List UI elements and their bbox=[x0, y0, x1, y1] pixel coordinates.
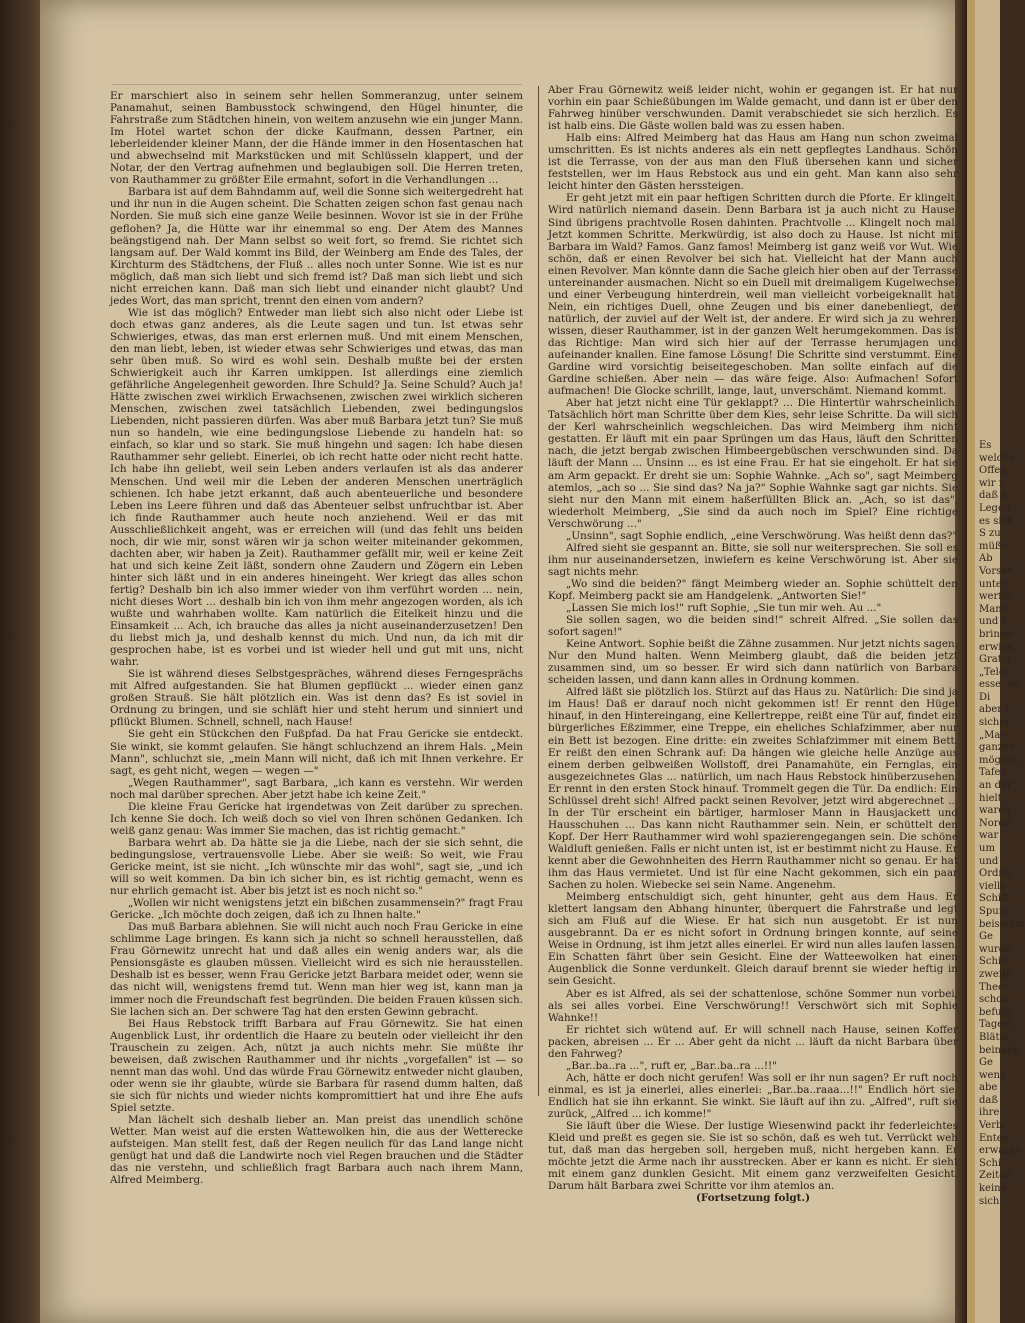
paragraph: Barbara wehrt ab. Da hätte sie ja die Liebe, nach der sie sich sehnt, die bedingungslose, vertrauensvolle Liebe. Aber sie weiß: So weit, wie Frau Gericke meint, ist sie nicht. „Ich wünschte mir das wohl", sagt sie, „und ich will so weit kommen. Da bin ich sicher bin, es ist richtig gemacht, wenn es nur ehrlich gemacht ist. Aber bis jetzt ist es noch nicht so." bbox=[110, 836, 523, 898]
adjacent-page-fragment: es sich bbox=[979, 515, 1014, 527]
paragraph: Bei Haus Rebstock trifft Barbara auf Frau Görnewitz. Sie hat einen Augenblick Lust, ihr ordentlich die Haare zu beuteln oder vielleicht ihr den Trauschein zu zeigen. Ach, nützt ja auch nichts mehr. Sie müßte ihr beweisen, daß zwischen Rauthammer und ihr nichts „vorgefallen" ist — so nennt man das wohl. Und das würde Frau Görnewitz entweder nicht glauben, oder wenn sie ihr glaubte, würde sie Barbara für rasend dumm halten, daß sie sich für nichts und wieder nichts kompromittiert hat und ihre Ehe aufs Spiel setzte. bbox=[110, 1017, 523, 1114]
adjacent-page-fragment: erwache bbox=[979, 1145, 1023, 1157]
adjacent-page-fragment: Vorseh bbox=[979, 565, 1014, 577]
adjacent-page-fragment: welche bbox=[979, 452, 1015, 464]
adjacent-page-fragment: waren bbox=[979, 805, 1011, 817]
adjacent-page-fragment: „Telef bbox=[979, 666, 1009, 678]
paragraph: „Wollen wir nicht wenigstens jetzt ein bißchen zusammensein?" fragt Frau Gericke. „Ich möchte doch zeigen, daß ich zu Ihnen halte." bbox=[110, 897, 523, 922]
paragraph: „Unsinn", sagt Sophie endlich, „eine Verschwörung. Was heißt denn das?" bbox=[566, 529, 958, 542]
adjacent-page-fragment: Enten bbox=[979, 1132, 1010, 1144]
top-rule bbox=[112, 84, 522, 85]
adjacent-page-fragment: und bbox=[979, 855, 999, 867]
paragraph: Aber hat jetzt nicht eine Tür geklappt? ... Die Hintertür wahrscheinlich. Tatsächlich hört man Schritte über dem Kies, sehr leise Schritte. Da will sich der Kerl wahrscheinlich wegschleichen. Das wird Meimberg ihm nicht gestatten. Er läuft mit ein paar Sprüngen um das Haus, läuft den Schritten nach, die jetzt bergab zwischen Himbeergebüschen verschwunden sind. Da läuft der Mann ... Unsinn ... es ist eine Frau. Er hat sie eingeholt. Er hat sie am Arm gepackt. Er dreht sie um: Sophie Wahnke. „Ach so", sagt Meimberg atemlos, „ach so ... Sie sind das? Na ja?" Sophie Wahnke sagt gar nichts. Sie sieht nur den Mann mit einem haßerfüllten Blick an. „Ach, so ist das", wiederholt Meimberg, „Sie sind da auch noch im Spiel? Eine richtige Verschwörung ..." bbox=[548, 397, 958, 530]
adjacent-page-fragment: Gratis bbox=[979, 654, 1011, 666]
adjacent-page-fragment: Schiff bbox=[979, 893, 1009, 905]
adjacent-page-fragment: sich bbox=[979, 1195, 1000, 1207]
paragraph: Ach, hätte er doch nicht gerufen! Was soll er ihr nun sagen? Er ruft noch einmal, es ist ja einerlei, alles einerlei: „Bar..ba..raaa...!!" Endlich hört sie. Endlich hat sie ihn erkannt. Sie winkt. Sie läuft auf ihn zu. „Alfred", ruft sie zurück, „Alfred ... ich komme!" bbox=[548, 1071, 958, 1120]
adjacent-page-fragment: an der bbox=[979, 780, 1012, 792]
adjacent-page-fragment: Schiff bbox=[979, 956, 1009, 968]
adjacent-page-fragment: wurde bbox=[979, 943, 1012, 955]
paragraph: Aber Frau Görnewitz weiß leider nicht, wohin er gegangen ist. Er hat nur vorhin ein paar Schießübungen im Walde gemacht, und dann ist er über den Fahrweg hinüber verschwunden. Damit verabschiedet sie sich herzlich. Es ist halb eins. Die Gäste wollen bald was zu essen haben. bbox=[548, 84, 958, 133]
adjacent-page-fragment: war bbox=[979, 830, 999, 842]
adjacent-page-fragment: erwies bbox=[979, 641, 1013, 653]
adjacent-page-fragment: zweite bbox=[979, 968, 1012, 980]
adjacent-page-fragment: bringe bbox=[979, 628, 1013, 640]
adjacent-page-fragment: keine bbox=[979, 1183, 1007, 1195]
adjacent-page-fragment: Schi bbox=[979, 1157, 1002, 1169]
adjacent-page-fragment: „Mar bbox=[979, 729, 1006, 741]
adjacent-page-fragment: Ab bbox=[979, 553, 993, 565]
paragraph: Alfred sieht sie gespannt an. Bitte, sie soll nur weitersprechen. Sie soll es ihm nur auseinandersetzen, inwiefern es keine Verschwörung ist. Aber sie sagt nichts mehr. bbox=[548, 541, 958, 578]
adjacent-page-strip bbox=[967, 0, 975, 1323]
paragraph: „Lassen Sie mich los!" ruft Sophie, „Sie tun mir weh. Au ..." bbox=[566, 602, 882, 615]
adjacent-page-edge bbox=[967, 0, 1025, 1323]
paragraph: Er richtet sich wütend auf. Er will schnell nach Hause, seinen Koffer packen, abreisen ... Er ... Aber geht da nicht ... läuft da nicht Barbara über den Fahrweg? bbox=[548, 1023, 958, 1060]
adjacent-page-fragment: Norde bbox=[979, 817, 1011, 829]
adjacent-page-fragment: schon bbox=[979, 994, 1009, 1006]
adjacent-page-text bbox=[979, 440, 1025, 1208]
story-column-right bbox=[548, 84, 958, 1204]
adjacent-page-fragment: Spure bbox=[979, 905, 1010, 917]
adjacent-page-fragment: um bbox=[979, 843, 995, 854]
paragraph: Aber es ist Alfred, als sei der schattenlose, schöne Sommer nun vorbei, als sei alles vorbei. Eine Verschwörung!! Verschwört sich mit Sophie Wahnke!! bbox=[548, 987, 958, 1024]
adjacent-page-fragment: ganzen bbox=[979, 742, 1016, 754]
adjacent-page-fragment: beisamm bbox=[979, 918, 1025, 930]
adjacent-page-fragment: Tafelr bbox=[979, 767, 1009, 779]
paragraph: Meimberg entschuldigt sich, geht hinunter, geht aus dem Haus. Er klettert langsam den Abhang hinunter, überquert die Fahrstraße und legt sich am Fluß auf die Wiese. Er hat sich nun ausgetobt. Er ist nun ausgebrannt. Da er es nicht sofort in Ordnung bringen konnte, auf seine Weise in Ordnung, ist ihm jetzt alles einerlei. Er wird nun alles laufen lassen. Ein Schatten fährt über sein Gesicht. Eine der Watteewolken hat einen Augenblick die Sonne verdunkelt. Gleich darauf brennt sie wieder heftig in sein Gesicht. bbox=[548, 891, 958, 988]
paragraph: Alfred läßt sie plötzlich los. Stürzt auf das Haus zu. Natürlich: Die sind ja im Haus! Daß er darauf noch nicht gekommen ist! Er rennt den Hügel hinauf, in den Hintereingang, eine Kellertreppe, reißt eine Tür auf, findet ein bürgerliches Eßzimmer, eine Treppe, ein eheliches Schlafzimmer, aber nur ein Bett ist bezogen. Eine dritte: ein zweites Schlafzimmer mit einem Bett. Er reißt den einen Schrank auf: Da hängen wie gleiche helle Anzüge aus einem derben gelbweißen Wollstoff, drei Panamahüte, ein Fernglas, ein ausgezeichnetes Glas ... natürlich, um nach Haus Rebstock hinüberzusehen. Er rennt in den ersten Stock hinauf. Trommelt gegen die Tür. Da endlich: Ein Schlüssel dreht sich! Alfred packt seinen Revolver, jetzt wird abgerechnet ... In der Tür erscheint ein bärtiger, harmloser Mann in Hausjackett und Hausschuhen ... Das kann nicht Rauthammer sein. Nein, er schüttelt den Kopf. Der Herr Rauthammer wird wohl spazierengegangen sein. Die schöne Waldluft genießen. Falls er nicht unten ist, ist er bestimmt nicht zu Hause. Er kennt aber die Gewohnheiten des Herrn Rauthammer nicht so genau. Er hat ihm das Haus vermietet. Und ist für eine Nacht gekommen, sich ein paar Sachen zu holen. Wiebecke sei sein Name. Angenehm. bbox=[548, 686, 958, 892]
adjacent-page-fragment: daß bbox=[979, 1094, 999, 1106]
paragraph: Man lächelt sich deshalb lieber an. Man preist das unendlich schöne Wetter. Man weist auf die ersten Wattewolken hin, die aus der Wetterecke aufsteigen. Man stellt fest, daß der Regen neulich für das Land lange nicht genügt hat und daß die Landwirte noch viel Regen brauchen und die Städter das nie verstehn, und schließlich fragt Barbara auch nach ihrem Mann, Alfred Meimberg. bbox=[110, 1113, 523, 1187]
adjacent-page-fragment: abe bbox=[979, 1082, 998, 1094]
adjacent-page-fragment: esse, da bbox=[979, 679, 1020, 691]
adjacent-page-fragment: wir n bbox=[979, 477, 1006, 489]
adjacent-page-fragment: Es bbox=[979, 440, 992, 451]
adjacent-page-fragment: Zeiten bbox=[979, 1170, 1012, 1182]
adjacent-page-fragment: S zu bbox=[979, 528, 1001, 540]
adjacent-page-fragment: beinahe bbox=[979, 1044, 1020, 1056]
adjacent-page-fragment: Tagesl bbox=[979, 1019, 1012, 1031]
adjacent-page-fragment: Legen bbox=[979, 502, 1011, 514]
paragraph: Halb eins: Alfred Meimberg hat das Haus am Hang nun schon zweimal umschritten. Es ist nichts anderes als ein nett gepflegtes Landhaus. Schön ist die Terrasse, von der aus man den Fluß übersehen kann und sicher feststellen, wer im Haus Rebstock aus und ein geht. Man kann also sehr leicht hinter den Gästen herssteigen. bbox=[548, 132, 958, 193]
adjacent-page-fragment: werfer bbox=[979, 591, 1013, 603]
adjacent-page-fragment: ihre bbox=[979, 1107, 1000, 1119]
paragraph: Sie läuft über die Wiese. Der lustige Wiesenwind packt ihr federleichtes Kleid und preßt es gegen sie. Sie ist so schön, daß es weh tut. Verrückt weh tut, daß man das hergeben soll, hergeben muß, nicht hergeben kann. Er möchte jetzt die Arme nach ihr ausstrecken. Aber er kann es nicht. Er sieht mit einem ganz dunklen Gesicht. Mit einem ganz verzweifelten Gesicht. Darum hält Barbara zwei Schritte vor ihm atemlos an. bbox=[548, 1120, 958, 1193]
adjacent-page-fragment: und h bbox=[979, 616, 1008, 628]
paragraph: Er marschiert also in seinem sehr hellen Sommeranzug, unter seinem Panamahut, seinen Bambusstock schwingend, den Hügel hinunter, die Fahrstraße zum Städtchen hinein, von weitem anzusehn wie ein junger Mann. Im Hotel wartet schon der dicke Kaufmann, dessen Partner, ein leberleidender kleiner Mann, der die Hände immer in den Hosentaschen hat und abwechselnd mit Markstücken und mit Schlüsseln klappert, und der Notar, der den Vertrag aufnehmen und beglaubigen soll. Die Herren treten, von Rauthammer zu größter Eile ermahnt, sofort in die Verhandlungen ... bbox=[110, 90, 523, 187]
paragraph: Barbara ist auf dem Bahndamm auf, weil die Sonne sich weitergedreht hat und ihr nun in die Augen scheint. Die Schatten zeigen schon fast genau nach Norden. Sie muß sich eine ganze Weile besinnen. Wovor ist sie in der Frühe geflohen? Ja, die Hütte war ihr einemmal so eng. Der Atem des Mannes beängstigend nah. Der Mann selbst so weit fort, so fremd. Sie richtet sich langsam auf. Der Wald kommt ins Bild, der Weinberg am Ende des Tales, der Kirchturm des Städtchens, der Fluß .. alles noch unter Sonne. Wie ist es nur möglich, daß man sich liebt und sich fremd ist? Daß man sich liebt und sich nicht erreichen kann. Daß man sich liebt und einander nicht glaubt? Und jedes Wort, das man spricht, trennt den einen vom andern? bbox=[110, 186, 523, 307]
adjacent-page-fragment: Di bbox=[979, 691, 991, 703]
column-divider bbox=[538, 86, 539, 1096]
adjacent-page-fragment: wenn bbox=[979, 1069, 1007, 1081]
paragraph: Das muß Barbara ablehnen. Sie will nicht auch noch Frau Gericke in eine schlimme Lage bringen. Es kann sich ja nicht so schnell herausstellen, daß Frau Görnewitz unrecht hat und daß alles ein wenig anders war, als die Pensionsgäste es glauben müssen. Vielleicht wird es sich nie herausstellen. Deshalb ist es besser, wenn Frau Gericke jetzt Barbara meidet oder, wenn sie das nicht will, wenigstens fremd tut. Wenn man hier weg ist, kann man ja immer noch die Freundschaft fest begründen. Die beiden Frauen küssen sich. Sie lachen sich an. Der schwere Tag hat den ersten Gewinn gebracht. bbox=[110, 921, 523, 1018]
adjacent-page-fragment: Blätte bbox=[979, 1031, 1010, 1043]
paragraph: „Wo sind die beiden?" fängt Meimberg wieder an. Sophie schüttelt den Kopf. Meimberg packt sie am Handgelenk. „Antworten Sie!" bbox=[548, 577, 958, 602]
adjacent-page-fragment: Ge bbox=[979, 931, 993, 943]
adjacent-page-fragment: Ge bbox=[979, 1057, 993, 1069]
paragraph: Wie ist das möglich? Entweder man liebt sich also nicht oder Liebe ist doch etwas ganz anderes, als die Leute sagen und tun. Ist etwas sehr Schwieriges, etwas, das man erst erlernen muß. Und mit einem Menschen, den man liebt, leben, ist wieder etwas sehr Schwieriges und etwas, das man sehr üben muß. So wird es wohl sein. Deshalb mußte bei der ersten Schwierigkeit auch ihr Karren umkippen. Ist allerdings eine ziemlich gefährliche Angelegenheit geworden. Ihre Schuld? Ja. Seine Schuld? Auch ja! Hätte zwischen zwei wirklich Erwachsenen, zwischen zwei wirklich sicheren Menschen, zwischen zwei tatsächlich Liebenden, zwei bedingungslos Liebenden, nicht passieren dürfen. Was aber muß Barbara jetzt tun? Sie muß nun so handeln, wie eine bedingungslose Liebende zu handeln hat: so einfach, so klar und so stark. Sie muß hingehn und sagen: Ich habe diesen Rauthammer sehr geliebt. Einerlei, ob ich recht hatte oder nicht recht hatte. Ich habe ihn geliebt, weil sein Leben anders verlaufen ist als das anderer Menschen. Und weil mir die Leben der anderen Menschen unerträglich schienen. Ich habe jetzt erkannt, daß auch abenteuerliche und besondere Leben ins Leere führen und daß das Abenteuer selbst unfruchtbar ist. Aber ich finde Rauthammer auch heute noch anziehend. Weil er das mit Ausschließlichkeit angeht, was er erreichen will (und das fehlt uns beiden noch, dir wie mir, sonst wären wir ja schon weiter miteinander gekommen, dachten aber, wir haben ja Zeit). Rauthammer gefällt mir, weil er keine Zeit hat und sich keine Zeit läßt, sondern ohne Zaudern und Zögern ein Leben hinter sich läßt und in ein anderes hineingeht. Wer kriegt das alles schon fertig? Deshalb bin ich also immer wieder von ihm verführt worden ... nein, nicht dieses Wort ... deshalb bin ich von ihm mehr angezogen worden, als ich wußte und wahrhaben wollte. Kam natürlich die Eitelkeit hinzu und die Einsamkeit ... Ach, ich brauche das alles ja nicht auseinanderzusetzen! Den du liebst mich ja, und deshalb kennst du mich. Und nun, da ich mit dir gesprochen habe, ist es vorbei und ist wieder hell und gut mit uns, nicht wahr. bbox=[110, 306, 523, 669]
paragraph: Sie ist während dieses Selbstgespräches, während dieses Ferngesprächs mit Alfred aufgestanden. Sie hat Blumen gepflückt ... wieder einen ganz großen Strauß. Sie hält plötzlich ein. Was ist denn das? Es ist soviel in Ordnung zu bringen, und sie schläft hier und steht herum und sinniert und pflückt Blumen. Schnell, schnell, nach Hause! bbox=[110, 668, 523, 729]
adjacent-page-fragment: daß h bbox=[979, 490, 1008, 502]
adjacent-page-fragment: befugt bbox=[979, 1006, 1012, 1018]
paragraph: „Bar..ba..ra ...", ruft er, „Bar..ba..ra ...!!" bbox=[566, 1059, 778, 1072]
adjacent-page-fragment: aber f bbox=[979, 704, 1009, 716]
paragraph: Sie geht ein Stückchen den Fußpfad. Da hat Frau Gericke sie entdeckt. Sie winkt, sie kommt gelaufen. Sie hängt schluchzend an ihrem Hals. „Mein Mann", schluchzt sie, „mein Mann will nicht, daß ich mit Ihnen verkehre. Er sagt, es geht nicht, wegen — wegen —" bbox=[110, 728, 523, 777]
adjacent-page-fragment: hielt bbox=[979, 792, 1002, 804]
adjacent-page-fragment: sicher bbox=[979, 717, 1011, 729]
paragraph: „Wegen Rauthammer", sagt Barbara, „ich kann es verstehn. Wir werden noch mal darüber sprechen. Aber jetzt habe ich keine Zeit." bbox=[110, 776, 523, 801]
paragraph: Die kleine Frau Gericke hat irgendetwas von Zeit darüber zu sprechen. Ich kenne Sie doch. Ich weiß doch so viel von Ihren schönen Gedanken. Ich weiß ganz genau: Was immer Sie machen, das ist richtig gemacht." bbox=[110, 800, 523, 837]
story-column-left bbox=[110, 90, 523, 1186]
adjacent-page-fragment: müße bbox=[979, 540, 1008, 552]
paragraph: Er geht jetzt mit ein paar heftigen Schritten durch die Pforte. Er klingelt. Wird natürlich niemand dasein. Denn Barbara ist ja auch nicht zu Hause. Sind übrigens prachtvolle Rosen dahinten. Prachtvolle ... Klingelt noch mal. Jetzt kommen Schritte. Merkwürdig, ist also doch zu Hause. Ist nicht mit Barbara im Wald? Famos. Ganz famos! Meimberg ist ganz weiß vor Wut. Wie schön, daß er einen Revolver bei sich hat. Vielleicht hat der Mann auch einen Revolver. Man könnte dann die Sache gleich hier oben auf der Terrasse untereinander ausmachen. Nicht so ein Duell mit dreimaligem Kugelwechsel und einer Verbeugung hinterdrein, weil man vielleicht vorbeigeknallt hat. Nein, ein richtiges Duell, ohne Zeugen und bis einer danebenliegt, der natürlich, der zuviel auf der Welt ist, der andere. Er wird sich ja zu wehren wissen, dieser Rauthammer, ist in der ganzen Welt herumgekommen. Das ist das Richtige: Man wird sich hier auf der Terrasse herumjagen und aufeinander knallen. Eine famose Lösung! Die Schritte sind verstummt. Eine Gardine wird vorsichtig beiseitegeschoben. Man sollte einfach auf die Gardine schießen. Aber nein — das wäre feige. Also: Aufmachen! Sofort aufmachen! Die Glocke schrillt, lange, laut, unverschämt. Niemand kommt. bbox=[548, 192, 958, 398]
adjacent-page-fragment: Theor bbox=[979, 981, 1009, 993]
adjacent-page-fragment: Offen bbox=[979, 465, 1007, 477]
paragraph: Sie sollen sagen, wo die beiden sind!" schreit Alfred. „Sie sollen das sofort sagen!" bbox=[548, 614, 958, 639]
adjacent-page-fragment: vielle bbox=[979, 880, 1007, 892]
continuation-note: (Fortsetzung folgt.) bbox=[695, 1192, 811, 1205]
adjacent-page-fragment: Mann bbox=[979, 603, 1009, 615]
adjacent-page-fragment: Verbr bbox=[979, 1120, 1008, 1132]
adjacent-page-fragment: möglich bbox=[979, 754, 1020, 766]
adjacent-page-fragment: Ordnu bbox=[979, 868, 1012, 880]
adjacent-page-fragment: unter bbox=[979, 578, 1007, 590]
paragraph: Keine Antwort. Sophie beißt die Zähne zusammen. Nur jetzt nichts sagen. Nur den Mund halten. Wenn Meimberg glaubt, daß die beiden jetzt zusammen sind, um so besser. Er wird sich dann natürlich von Barbara scheiden lassen, und dann kann alles in Ordnung kommen. bbox=[548, 638, 958, 687]
